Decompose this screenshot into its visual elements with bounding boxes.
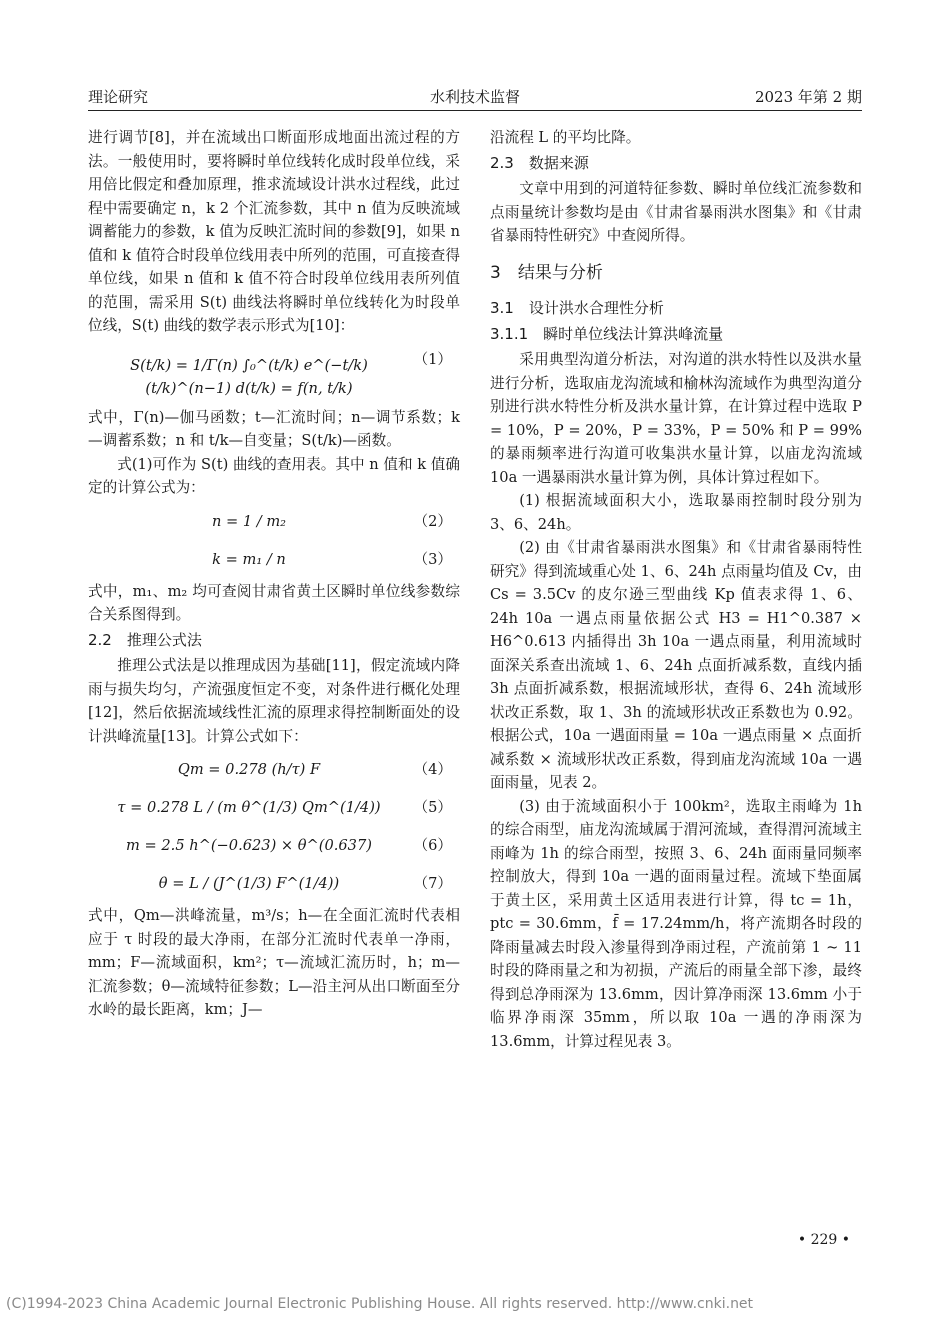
- paragraph: (1) 根据流域面积大小，选取暴雨控制时段分别为 3、6、24h。: [490, 492, 862, 533]
- equation-1: S(t/k) = 1/Γ(n) ∫₀^(t/k) e^(−t/k) (t/k)^(n−1) d(t/k) = f(n, t/k) （1）: [88, 342, 460, 402]
- equation-3: k = m₁ / n （3）: [88, 542, 460, 576]
- paragraph: (2) 由《甘肃省暴雨洪水图集》和《甘肃省暴雨特性研究》得到流域重心处 1、6、24h 点雨量均值及 Cv，由 Cs = 3.5Cv 的皮尔逊三型曲线 Kp 值表求得 1、6、24h 10a 一遇点雨量依据公式 H3 = H1^0.387 × H6^0.613 内插得出 3h 10a 一遇点雨量，利用流域时面深关系查出流域 1、6、24h 点面折减系数，直线内插 3h 点面折减系数，根据流域形状，查得 6、24h 流域形状改正系数，取 1、3h 的流域形状改正系数也为 0.92。根据公式，10a 一遇面雨量 = 10a 一遇点雨量 × 点面折减系数 × 流域形状改正系数，得到庙龙沟流域 10a 一遇面雨量，见表 2。: [490, 539, 862, 791]
- equation-number: （1）: [413, 350, 452, 368]
- equation-6: m = 2.5 h^(−0.623) × θ^(0.637) （6）: [88, 828, 460, 862]
- running-header: [88, 86, 862, 108]
- paragraph: 推理公式法是以推理成因为基础[11]，假定流域内降雨与损失均匀，产流强度恒定不变，对条件进行概化处理[12]，然后依据流域线性汇流的原理求得控制断面处的设计洪峰流量[13]。计算公式如下：: [88, 657, 460, 745]
- equation-number: （4）: [413, 761, 452, 778]
- header-section: 理论研究: [88, 88, 149, 106]
- chapter-heading: 3 结果与分析: [490, 262, 603, 283]
- page-number: • 229 •: [797, 1232, 850, 1248]
- left-column: [88, 126, 460, 1022]
- equation-number: （5）: [413, 799, 452, 816]
- equation-number: （3）: [413, 550, 452, 568]
- equation-number: （6）: [413, 837, 452, 854]
- right-column: [490, 126, 862, 1053]
- equation-2: n = 1 / m₂ （2）: [88, 504, 460, 538]
- section-heading: 2.3 数据来源: [490, 153, 589, 172]
- equation-7: θ = L / (J^(1/3) F^(1/4)) （7）: [88, 866, 460, 900]
- paragraph: 式中，m₁、m₂ 均可查阅甘肃省黄土区瞬时单位线参数综合关系图得到。: [88, 582, 460, 623]
- equation-5: τ = 0.278 L / (m θ^(1/3) Qm^(1/4)) （5）: [88, 790, 460, 824]
- paragraph: 式中，Qm—洪峰流量，m³/s；h—在全面汇流时代表相应于 τ 时段的最大净雨，在部分汇流时代表单一净雨，mm；F—流域面积，km²；τ—流域汇流历时，h；m—汇流参数；θ—流域特征参数；L—沿主河从出口断面至分水岭的最长距离，km；J—: [88, 907, 460, 1018]
- paragraph: 文章中用到的河道特征参数、瞬时单位线汇流参数和点雨量统计参数均是由《甘肃省暴雨洪水图集》和《甘肃省暴雨特性研究》中查阅所得。: [490, 180, 862, 244]
- copyright-watermark: (C)1994-2023 China Academic Journal Electronic Publishing House. All rights reserved. http://www.cnki.net: [6, 1296, 754, 1312]
- paragraph: 采用典型沟道分析法，对沟道的洪水特性以及洪水量进行分析，选取庙龙沟流域和榆林沟流域作为典型沟道分别进行洪水特性分析及洪水量计算，在计算过程中选取 P = 10%，P = 20%，P = 33%，P = 50% 和 P = 99% 的暴雨频率进行沟道可收集洪水量计算，以庙龙沟流域 10a 一遇暴雨洪水量计算为例，具体计算过程如下。: [490, 351, 863, 486]
- header-issue: 2023 年第 2 期: [754, 88, 862, 106]
- equation-4: Qm = 0.278 (h/τ) F （4）: [88, 752, 460, 786]
- section-heading: 3.1 设计洪水合理性分析: [490, 299, 664, 317]
- paragraph: 式中，Γ(n)—伽马函数；t—汇流时间；n—调节系数；k—调蓄系数；n 和 t/k—自变量；S(t/k)—函数。: [88, 408, 460, 449]
- paragraph: 式(1)可作为 S(t) 曲线的查用表。其中 n 值和 k 值确定的计算公式为：: [88, 455, 460, 496]
- header-rule: [88, 110, 862, 111]
- equation-number: （2）: [413, 512, 452, 530]
- subsection-heading: 3.1.1 瞬时单位线法计算洪峰流量: [490, 324, 724, 343]
- paragraph: (3) 由于流域面积小于 100km²，选取主雨峰为 1h 的综合雨型，庙龙沟流域属于渭河流域，查得渭河流域主雨峰为 1h 的综合雨型，按照 3、6、24h 面雨量同频率控制放大，得到 10a 一遇的面雨量过程。流域下垫面属于黄土区，采用黄土区适用表进行计算，得 tc = 1h，ptc = 30.6mm，f̄ = 17.24mm/h，将产流期各时段的降雨量减去时段入渗量得到净雨过程，产流前第 1 ~ 11 时段的降雨量之和为初损，产流后的雨量全部下渗，最终得到总净雨深为 13.6mm，因计算净雨深 13.6mm 小于临界净雨深 35mm，所以取 10a 一遇的净雨深为 13.6mm，计算过程见表 3。: [490, 797, 862, 1050]
- header-journal: 水利技术监督: [429, 88, 520, 106]
- paragraph: 进行调节[8]，并在流域出口断面形成地面出流过程的方法。一般使用时，要将瞬时单位线转化成时段单位线，采用倍比假定和叠加原理，推求流域设计洪水过程线，此过程中需要确定 n，k 2 个汇流参数，其中 n 值为反映流域调蓄能力的参数，k 值为反映汇流时间的参数[9]，如果 n 值和 k 值符合时段单位线用表中所列的范围，可直接查得单位线，如果 n 值和 k 值不符合时段单位线用表所列值的范围，需采用 S(t) 曲线法将瞬时单位线转化为时段单位线，S(t) 曲线的数学表示形式为[10]：: [88, 129, 460, 334]
- section-heading: 2.2 推理公式法: [88, 630, 202, 649]
- paragraph: 沿流程 L 的平均比降。: [490, 129, 641, 146]
- equation-number: （7）: [413, 875, 452, 892]
